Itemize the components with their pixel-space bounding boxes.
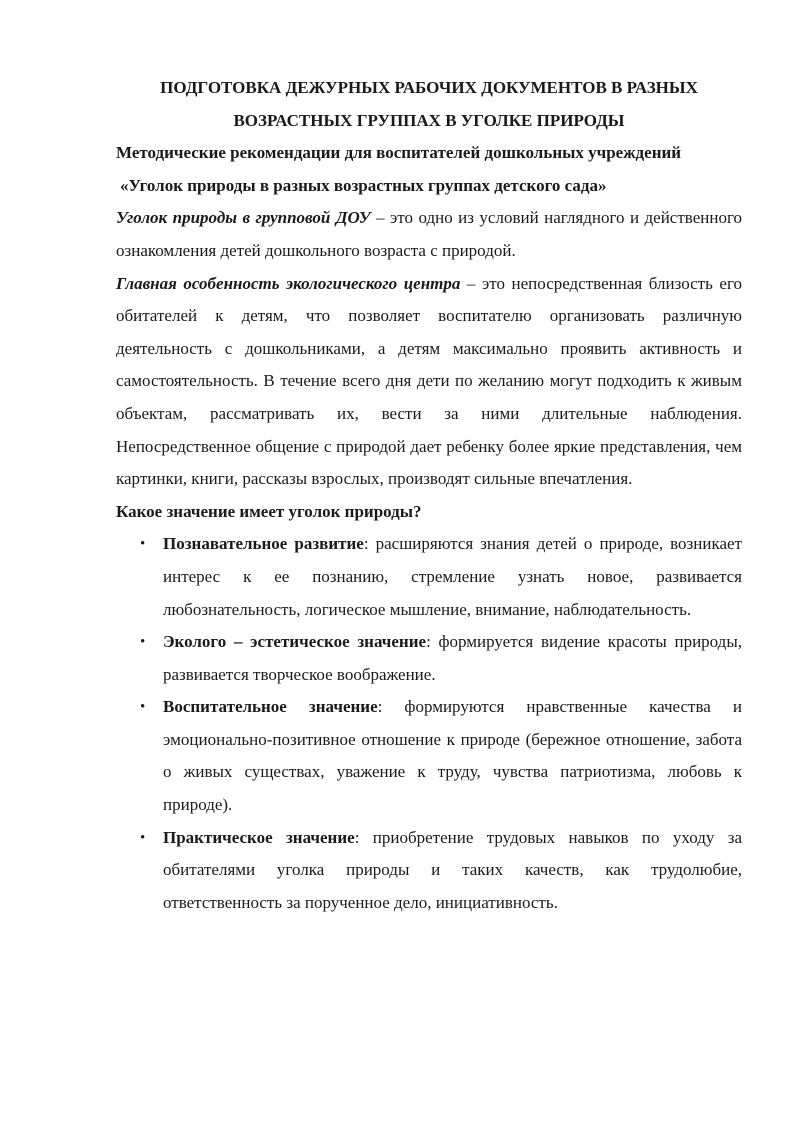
list-item-text: : формируется видение красоты природы, развивается творческое воображение. (163, 632, 742, 684)
document-subtitle-quote: «Уголок природы в разных возрастных группах детского сада» (120, 175, 607, 195)
list-item-term: Практическое значение (163, 827, 355, 847)
list-item-term: Познавательное развитие (163, 534, 364, 554)
list-item-term: Воспитательное значение (163, 697, 378, 717)
document-page (116, 72, 742, 919)
bullet-icon: • (140, 829, 146, 846)
paragraph-main-feature-lead: Главная особенность экологического центра (116, 273, 461, 293)
paragraph-main-feature (116, 268, 742, 496)
bullet-icon: • (140, 536, 146, 553)
title-line-1: ПОДГОТОВКА ДЕЖУРНЫХ РАБОЧИХ ДОКУМЕНТОВ В РАЗНЫХ (160, 78, 698, 97)
paragraph-main-feature-text: – это непосредственная близость его обитателей к детям, что позволяет воспитателю организовать различную деятельность с дошкольниками, а детям максимально проявить активность и самостоятельность. В течение всего дня дети по желанию могут подходить к живым объектам, рассматривать их, вести за ними длительные наблюдения. Непосредственное общение с природой дает ребенку более яркие представления, чем картинки, книги, рассказы взрослых, производят сильные впечатления. (116, 273, 742, 489)
bullet-icon: • (140, 634, 146, 651)
bullet-icon: • (140, 699, 146, 716)
list-item-term: Эколого – эстетическое значение (163, 632, 427, 652)
list-item (140, 691, 742, 821)
list-item (140, 822, 742, 920)
section-question: Какое значение имеет уголок природы? (116, 501, 422, 521)
value-list (116, 528, 742, 919)
paragraph-definition (116, 202, 742, 267)
document-title (116, 72, 742, 137)
document-subtitle: Методические рекомендации для воспитателей дошкольных учреждений (116, 143, 682, 163)
list-item (140, 528, 742, 626)
paragraph-definition-lead: Уголок природы в групповой ДОУ (116, 208, 371, 228)
paragraph-definition-text: – это одно из условий наглядного и действенного ознакомления детей дошкольного возраста с природой. (116, 208, 742, 260)
list-item-text: : приобретение трудовых навыков по уходу за обитателями уголка природы и таких качеств, как трудолюбие, ответственность за порученное дело, инициативность. (163, 827, 742, 912)
list-item-text: : формируются нравственные качества и эмоционально-позитивное отношение к природе (бережное отношение, забота о живых существах, уважение к труду, чувства патриотизма, любовь к природе). (163, 697, 742, 815)
list-item-text: : расширяются знания детей о природе, возникает интерес к ее познанию, стремление узнать новое, развивается любознательность, логическое мышление, внимание, наблюдательность. (163, 534, 742, 619)
list-item (140, 626, 742, 691)
title-line-2: ВОЗРАСТНЫХ ГРУППАХ В УГОЛКЕ ПРИРОДЫ (233, 110, 625, 130)
